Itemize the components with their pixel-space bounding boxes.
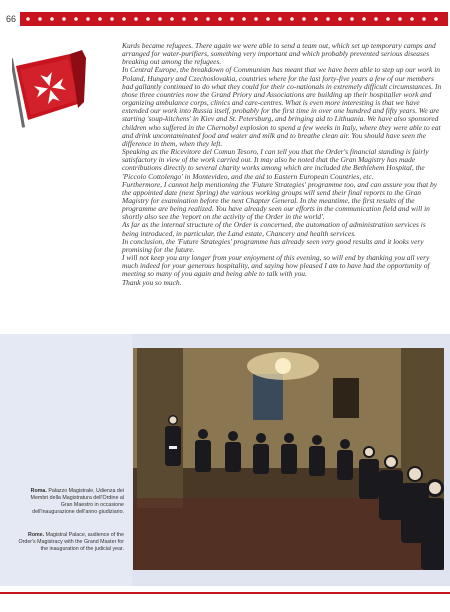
paragraph: As far as the internal structure of the Order is concerned, the automation of administration services is being introduced, in particular, the Land estate, Chancery and health services.: [122, 220, 426, 238]
caption-english-lead: Rome.: [28, 532, 45, 538]
paragraph: Thank you so much.: [122, 277, 182, 287]
audience-photo: [133, 348, 444, 570]
cross-pattern: [22, 14, 446, 24]
maltese-cross-flag-icon: [12, 48, 88, 130]
caption-italian-text: Palazzo Magistrale, Udienza dei Membri della Magistratura dell'Ordine al Gran Maestro in occasione dell'inaugurazione dell'anno giudiziario.: [30, 488, 124, 515]
paragraph: Furthermore, I cannot help mentioning the 'Future Strategies' programme too, and can assure you that by the appointed date (next Spring) the various working groups will send their final reports to the Gran Magistry for examination before the next Chapter General. In the meantime, the first results of the programme are being realized. You have already seen our efforts in the communication field and will in shortly also see the 'report on the activity of the Order in the world'.: [122, 179, 438, 222]
paragraph: In Central Europe, the breakdown of Communism has meant that we have been able to step up our work in Poland, Hungary and Czechoslovakia, countries where for the last forty-five years a few of our members had gallantly continued to do what they could for their co-nationals in extremely difficult circumstances. In those three countries now the Grand Priory and Associations are building up their hospitaller work and organizing ambulance corps, clinics and care-centres. What is even more interesting is that we have extended our work into Russia itself, probably for the first time in over one hundred and fifty years. We are starting 'soup-kitchens' in Kiev and St. Petersburg, and bringing aid to Lithuania. We have also sponsored children who suffered in the Chernobyl explosion to spend a few weeks in Italy, where they were able to eat and drink uncontaminated food and water and milk and to breathe clean air. You should have seen the difference in them, when they left.: [122, 65, 442, 148]
bottom-rule: [0, 592, 450, 594]
caption-english-text: Magistral Palace, audience of the Order's Magistracy with the Grand Master for the inauguration of the judicial year.: [18, 532, 124, 552]
paragraph: Kurds became refugees. There again we were able to send a team out, which set up temporary camps and arranged for water-purifiers, something very important and which probably prevented serious diseases breaking out among the refugees.: [122, 41, 436, 67]
paragraph: I will not keep you any longer from your enjoyment of this evening, so will end by thanking you all very much indeed for your generous hospitality, and saying how pleased I am to have had the opportunity of meeting so many of you again and being able to talk with you.: [122, 253, 430, 279]
paragraph: Speaking as the Ricevitore del Comun Tesoro, I can tell you that the Order's financial standing is fairly satisfactory in view of the work carried out. It may also be noted that the Gran Magistry has made contributions directly to several charity works among which are included the Bethlehem Hospital, the 'Piccolo Cottolengo' in Montevideo, and the aid to Eastern European Countries, etc.: [122, 147, 429, 181]
caption-italian: [18, 488, 124, 516]
caption-italian-lead: Roma.: [30, 488, 47, 494]
caption-english: [18, 532, 124, 553]
page-number: 66: [6, 14, 17, 24]
paragraph: In conclusion, the 'Future Strategies' programme has already seen very good results and it looks very promising for the future.: [122, 236, 424, 254]
speech-text: [122, 42, 444, 352]
